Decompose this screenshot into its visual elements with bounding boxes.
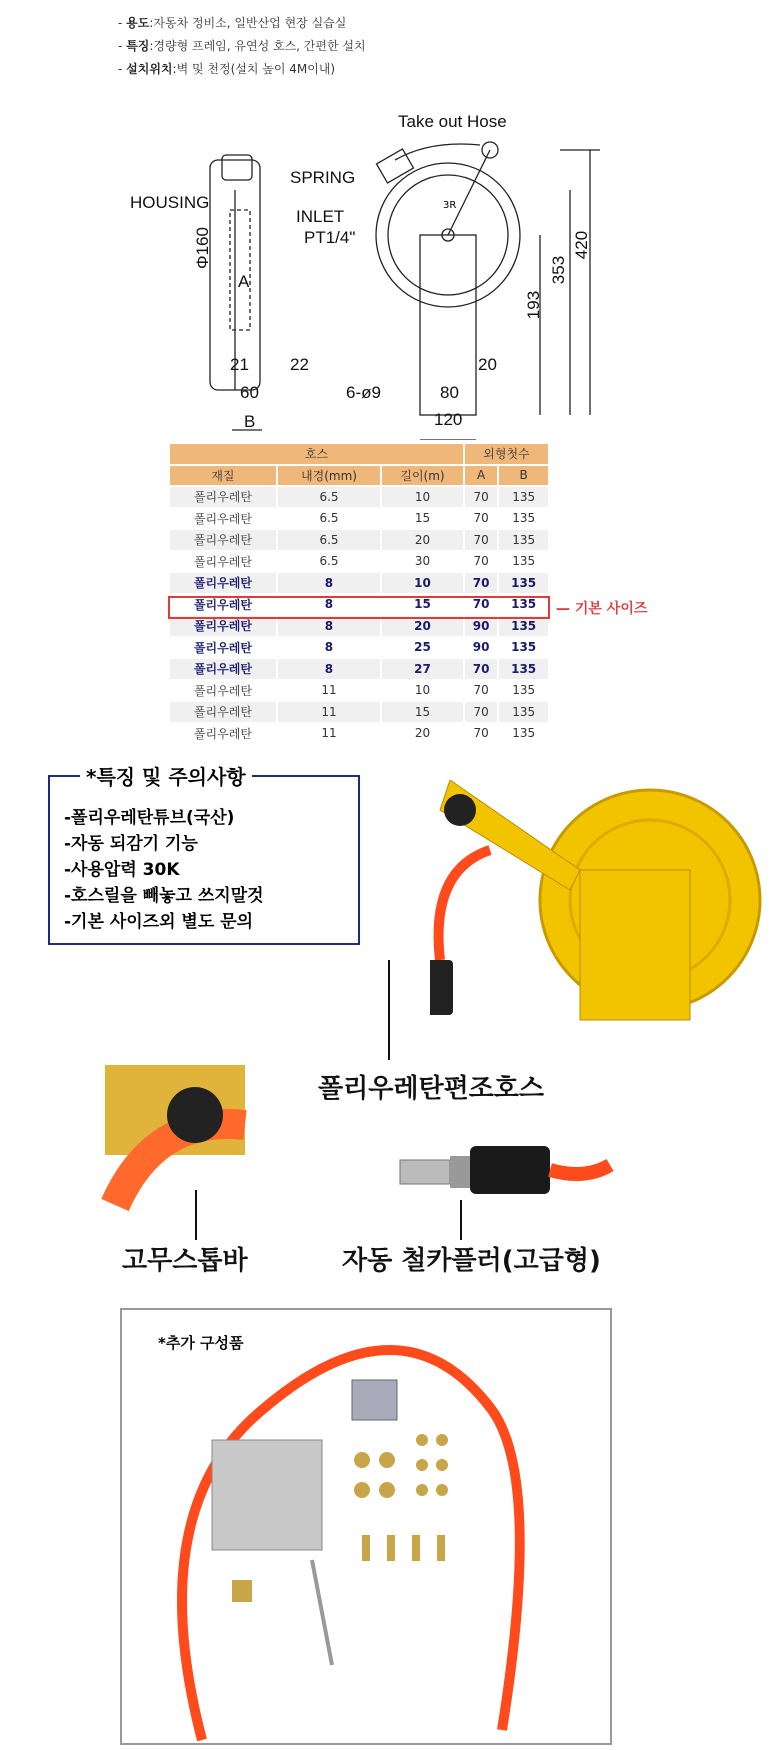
table-cell: 30: [414, 554, 431, 569]
table-cell: 20: [414, 726, 431, 741]
table-cell: 135: [499, 616, 548, 636]
table-cell: 10: [414, 683, 431, 698]
feature-item: -사용압력 30K: [64, 860, 180, 880]
spec-label: 설치위치: [126, 62, 173, 76]
table-cell: 폴리우레탄: [193, 597, 252, 612]
table-cell: 70: [472, 597, 490, 612]
label-housing: HOUSING: [130, 193, 210, 212]
table-cell: 6.5: [278, 487, 380, 507]
label-60: 60: [240, 383, 259, 402]
label-353: 353: [549, 255, 569, 285]
caption-pointer: [460, 1200, 462, 1240]
spec-value: 경량형 프레임, 유연성 호스, 간편한 설치: [153, 39, 366, 53]
table-cell: 폴리우레탄: [170, 530, 276, 550]
features-box: [48, 765, 360, 945]
dimension-drawing: [0, 100, 780, 440]
table-cell: 8: [278, 616, 380, 636]
table-row: [170, 573, 548, 593]
table-cell: 135: [499, 487, 548, 507]
table-cell: 6.5: [319, 554, 339, 569]
extra-components-box: [120, 1308, 612, 1745]
label-spring: SPRING: [290, 168, 356, 187]
spec-feature: - 특징:경량형 프레임, 유연성 호스, 간편한 설치: [118, 39, 366, 53]
table-cell: 70: [465, 530, 497, 550]
spec-value: 벽 및 천정(설치 높이 4M이내): [176, 62, 336, 76]
table-cell: 폴리우레탄: [193, 683, 252, 698]
table-cell: 25: [414, 640, 431, 655]
label-take-out-hose: Take out Hose: [398, 112, 507, 131]
table-cell: 폴리우레탄: [170, 616, 276, 636]
table-cell: 11: [321, 683, 337, 698]
feature-item: -호스릴을 빼놓고 쓰지말것: [64, 886, 264, 906]
spec-label: 용도: [126, 16, 150, 30]
table-cell: 8: [324, 597, 334, 612]
group-header-hose: 호스: [170, 444, 463, 464]
table-row: [170, 509, 548, 529]
default-size-label: 기본 사이즈: [574, 601, 648, 617]
table-cell: 11: [278, 702, 380, 722]
column-header: B: [499, 466, 548, 486]
extras-title: *추가 구성품: [158, 1334, 244, 1352]
table-cell: 10: [382, 487, 463, 507]
features-title: *특징 및 주의사항: [80, 761, 252, 790]
table-cell: 20: [382, 616, 463, 636]
table-row: [170, 659, 548, 679]
table-cell: 6.5: [319, 511, 339, 526]
table-cell: 6.5: [278, 530, 380, 550]
coupler-photo: [395, 1130, 615, 1210]
table-cell: 70: [473, 554, 489, 569]
table-row: [170, 702, 548, 722]
table-cell: 8: [324, 640, 334, 655]
label-420: 420: [572, 230, 592, 260]
table-cell: 폴리우레탄: [170, 573, 276, 593]
table-row: [170, 638, 548, 658]
caption-hose: 폴리우레탄편조호스: [318, 1074, 545, 1104]
column-header: A: [465, 466, 497, 486]
table-cell: 70: [473, 683, 489, 698]
spec-location: - 설치위치:벽 및 천정(설치 높이 4M이내): [118, 62, 336, 76]
table-cell: 135: [511, 640, 537, 655]
label-80: 80: [440, 383, 459, 402]
caption-pointer: [388, 960, 390, 1060]
table-cell: 135: [499, 702, 548, 722]
column-header: 재질: [170, 466, 276, 486]
spec-value: 자동차 정비소, 일반산업 현장 실습실: [153, 16, 347, 30]
caption-pointer: [195, 1190, 197, 1240]
table-cell: 폴리우레탄: [193, 554, 252, 569]
table-cell: 8: [278, 573, 380, 593]
table-cell: 15: [414, 597, 431, 612]
spec-label: 특징: [126, 39, 150, 53]
table-cell: 135: [499, 573, 548, 593]
table-cell: 70: [473, 511, 489, 526]
extra-components-photo: [122, 1310, 612, 1745]
table-cell: 70: [473, 726, 489, 741]
table-cell: 10: [382, 573, 463, 593]
table-cell: 70: [465, 702, 497, 722]
rubber-stopper-photo: [75, 1055, 255, 1215]
table-cell: 90: [465, 616, 497, 636]
table-cell: 90: [472, 640, 490, 655]
label-22: 22: [290, 355, 309, 374]
table-row: [170, 487, 548, 507]
table-cell: 135: [511, 597, 537, 612]
caption-coupler: 자동 철카플러(고급형): [342, 1246, 601, 1276]
feature-item: -기본 사이즈외 별도 문의: [64, 912, 254, 932]
caption-stopper: 고무스톱바: [122, 1246, 248, 1276]
label-21: 21: [230, 355, 249, 374]
table-cell: 폴리우레탄: [170, 487, 276, 507]
table-cell: 폴리우레탄: [193, 511, 252, 526]
label-phi160: Φ160: [192, 227, 212, 269]
table-row: [170, 530, 548, 550]
table-cell: 135: [512, 554, 536, 569]
table-cell: 폴리우레탄: [193, 726, 252, 741]
size-table: [168, 442, 550, 745]
table-cell: 135: [512, 511, 536, 526]
table-cell: 135: [499, 530, 548, 550]
table-row: [170, 552, 548, 572]
default-size-highlight: [168, 596, 550, 619]
table-cell: 135: [499, 659, 548, 679]
table-cell: 15: [414, 511, 431, 526]
table-cell: 27: [382, 659, 463, 679]
label-120: 120: [434, 410, 463, 429]
table-cell: 8: [278, 659, 380, 679]
column-header: 내경(mm): [278, 466, 380, 486]
table-cell: 70: [465, 487, 497, 507]
label-b: B: [244, 412, 256, 431]
table-cell: 70: [465, 573, 497, 593]
table-cell: 폴리우레탄: [170, 659, 276, 679]
table-cell: 70: [465, 659, 497, 679]
table-cell: 폴리우레탄: [170, 702, 276, 722]
label-holes: 6-ø9: [346, 383, 381, 402]
spec-usage: - 용도:자동차 정비소, 일반산업 현장 실습실: [118, 16, 347, 30]
table-cell: 135: [512, 683, 536, 698]
default-size-note: — 기본 사이즈: [556, 601, 648, 617]
label-a: A: [238, 272, 250, 291]
table-row: [170, 681, 548, 701]
table-cell: 20: [382, 530, 463, 550]
label-pt: PT1/4": [304, 228, 356, 247]
table-cell: 135: [512, 726, 536, 741]
table-row: [170, 724, 548, 744]
label-3r: 3R: [443, 200, 457, 211]
feature-item: -자동 되감기 기능: [64, 834, 198, 854]
table-cell: 11: [321, 726, 337, 741]
feature-item: -폴리우레탄튜브(국산): [64, 808, 235, 828]
table-cell: 폴리우레탄: [193, 640, 252, 655]
label-193: 193: [524, 290, 544, 320]
label-inlet: INLET: [296, 207, 345, 226]
group-header-dim: 외형첫수: [465, 444, 548, 464]
hose-reel-photo: [430, 780, 770, 1040]
label-20: 20: [478, 355, 497, 374]
column-header: 길이(m): [382, 466, 463, 486]
table-cell: 15: [382, 702, 463, 722]
